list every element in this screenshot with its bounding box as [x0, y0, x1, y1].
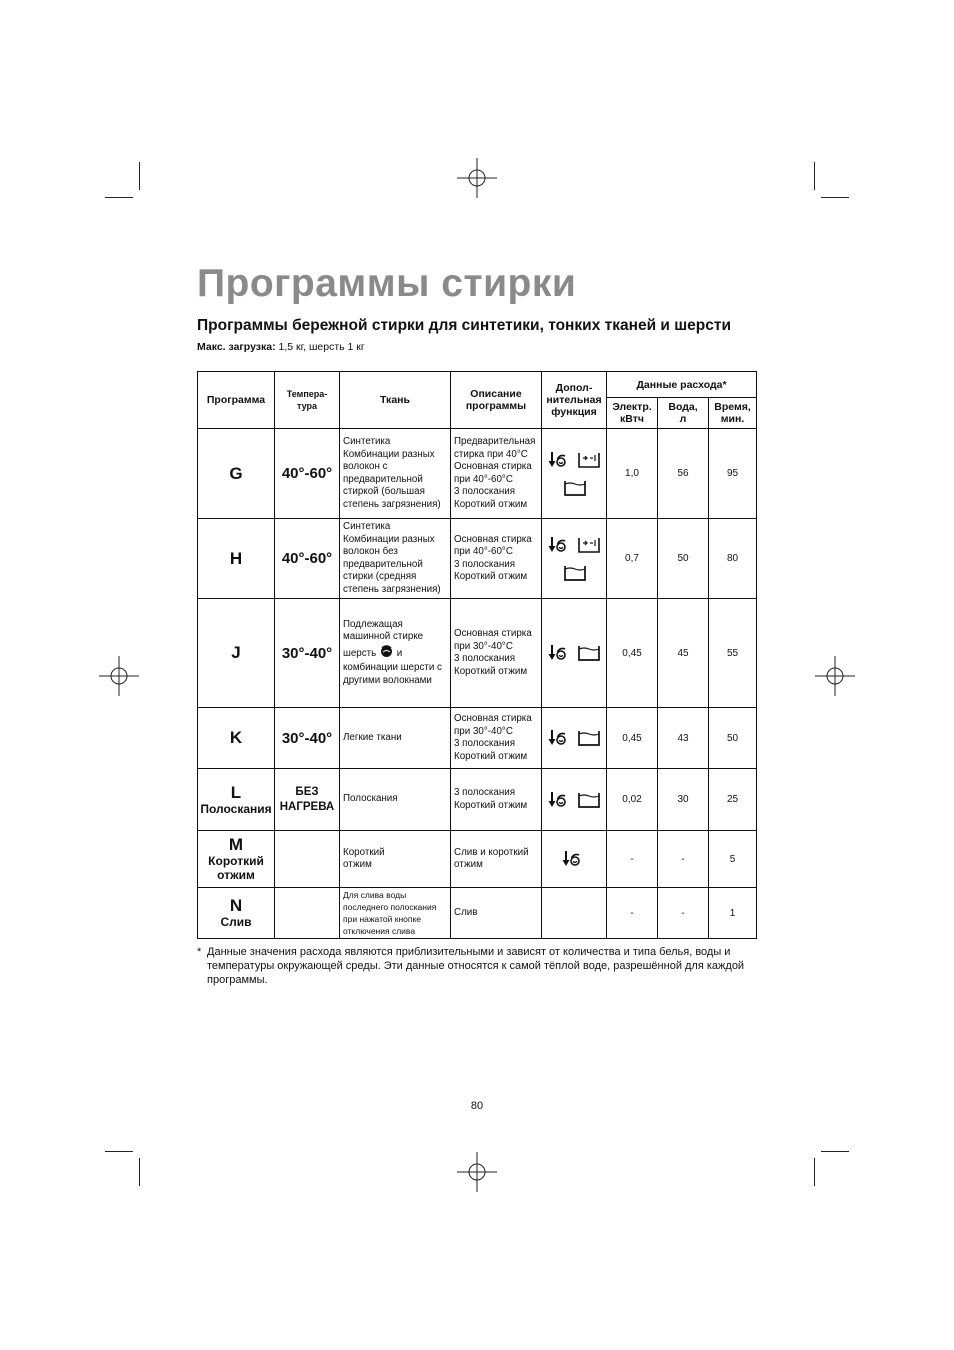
- extra-function-cell: [542, 708, 607, 769]
- table-row: [198, 708, 757, 769]
- rinse-hold-icon: [578, 451, 600, 469]
- max-load-label: Макс. загрузка:: [197, 341, 276, 353]
- header-fabric: Ткань: [340, 372, 451, 429]
- program-cell: [198, 599, 275, 708]
- temperature-cell: [275, 831, 340, 888]
- water-cell: -: [658, 888, 709, 939]
- program-name: Короткий отжим: [208, 854, 264, 882]
- temperature-cell: [275, 888, 340, 939]
- fabric-cell: Полоскания: [340, 769, 451, 831]
- program-name: Слив: [220, 915, 252, 929]
- time-cell: 95: [709, 429, 757, 519]
- header-consumption: Данные расхода*: [607, 372, 757, 398]
- wool-icon: [379, 644, 394, 663]
- header-water: Вода, л: [658, 398, 709, 429]
- spin-reduce-icon: [548, 729, 572, 747]
- program-letter: N: [229, 896, 243, 915]
- water-cell: 30: [658, 769, 709, 831]
- spin-reduce-icon: [548, 536, 572, 554]
- water-cell: 43: [658, 708, 709, 769]
- registration-mark-icon: [99, 656, 139, 696]
- rinse-hold-icon: [578, 536, 600, 554]
- spin-reduce-icon: [548, 644, 572, 662]
- registration-mark-icon: [457, 158, 497, 198]
- water-cell: 50: [658, 519, 709, 599]
- description-cell: Основная стирка при 30°-40°C 3 полоскания Короткий отжим: [451, 708, 542, 769]
- electricity-cell: 0,7: [607, 519, 658, 599]
- spin-reduce-icon: [548, 791, 572, 809]
- temperature-cell: БЕЗ НАГРЕВА: [275, 769, 340, 831]
- time-cell: 25: [709, 769, 757, 831]
- program-cell: [198, 429, 275, 519]
- crop-mark: [814, 1158, 815, 1186]
- header-electricity: Электр. кВтч: [607, 398, 658, 429]
- extra-function-cell: [542, 769, 607, 831]
- extra-rinse-icon: [578, 644, 600, 662]
- extra-rinse-icon: [564, 564, 586, 582]
- crop-mark: [139, 162, 140, 190]
- time-cell: 55: [709, 599, 757, 708]
- spin-reduce-icon: [562, 850, 586, 868]
- extra-function-cell: [542, 429, 607, 519]
- program-cell: [198, 888, 275, 939]
- programs-table: [197, 371, 757, 939]
- fabric-text: и комбинации шерсти с другими волокнами: [343, 647, 442, 686]
- fabric-cell: Для слива воды последнего полоскания при нажатой кнопке отключения слива: [340, 888, 451, 939]
- description-cell: Слив и короткий отжим: [451, 831, 542, 888]
- header-extra-function: Допол- нительная функция: [542, 372, 607, 429]
- section-subtitle: Программы бережной стирки для синтетики, тонких тканей и шерсти: [197, 317, 732, 334]
- wool-icon: [379, 644, 394, 658]
- extra-function-cell: [542, 519, 607, 599]
- crop-mark: [139, 1158, 140, 1186]
- program-cell: [198, 831, 275, 888]
- program-letter: H: [229, 548, 243, 568]
- description-cell: Основная стирка при 40°-60°C 3 полоскания Короткий отжим: [451, 519, 542, 599]
- time-cell: 50: [709, 708, 757, 769]
- fabric-cell: [340, 599, 451, 708]
- extra-function-cell: [542, 888, 607, 939]
- table-row: [198, 429, 757, 519]
- table-row: [198, 888, 757, 939]
- extra-function-cell: [542, 831, 607, 888]
- crop-mark: [105, 197, 133, 198]
- header-time: Время, мин.: [709, 398, 757, 429]
- electricity-cell: -: [607, 831, 658, 888]
- extra-rinse-icon: [578, 729, 600, 747]
- max-load-line: [197, 341, 365, 353]
- temperature-cell: 30°-40°: [275, 599, 340, 708]
- program-letter: K: [229, 728, 243, 747]
- water-cell: 45: [658, 599, 709, 708]
- footnote: [197, 945, 757, 987]
- description-cell: Предварительная стирка при 40°C Основная стирка при 40°-60°C 3 полоскания Короткий отжим: [451, 429, 542, 519]
- footnote-text: Данные значения расхода являются приблизительными и зависят от количества и типа белья, воды и температуры окружающей среды. Эти данные относятся к самой тёплой воде, разрешённой для каждой программы.: [207, 946, 745, 986]
- table-row: [198, 599, 757, 708]
- fabric-cell: Легкие ткани: [340, 708, 451, 769]
- crop-mark: [821, 1151, 849, 1152]
- table-row: [198, 831, 757, 888]
- extra-rinse-icon: [578, 791, 600, 809]
- fabric-cell: Синтетика Комбинации разных волокон без предварительной стирки (средняя степень загрязнения): [340, 519, 451, 599]
- water-cell: -: [658, 831, 709, 888]
- fabric-cell: Короткий отжим: [340, 831, 451, 888]
- program-cell: [198, 708, 275, 769]
- description-cell: 3 полоскания Короткий отжим: [451, 769, 542, 831]
- registration-mark-icon: [815, 656, 855, 696]
- footnote-star: *: [197, 946, 202, 958]
- header-description: Описание программы: [451, 372, 542, 429]
- fabric-text: Подлежащая машинной стирке шерсть: [343, 618, 424, 659]
- description-cell: Основная стирка при 30°-40°C 3 полоскания Короткий отжим: [451, 599, 542, 708]
- page-number: 80: [470, 1100, 484, 1112]
- temperature-cell: 30°-40°: [275, 708, 340, 769]
- crop-mark: [821, 197, 849, 198]
- electricity-cell: 0,45: [607, 599, 658, 708]
- water-cell: 56: [658, 429, 709, 519]
- time-cell: 1: [709, 888, 757, 939]
- spin-reduce-icon: [548, 451, 572, 469]
- header-temperature: Темпера- тура: [275, 372, 340, 429]
- header-program: Программа: [198, 372, 275, 429]
- electricity-cell: 1,0: [607, 429, 658, 519]
- electricity-cell: -: [607, 888, 658, 939]
- registration-mark-icon: [457, 1152, 497, 1192]
- program-letter: G: [229, 463, 243, 483]
- program-letter: L: [230, 782, 242, 802]
- electricity-cell: 0,45: [607, 708, 658, 769]
- max-load-value: 1,5 кг, шерсть 1 кг: [275, 341, 365, 353]
- electricity-cell: 0,02: [607, 769, 658, 831]
- crop-mark: [105, 1151, 133, 1152]
- program-cell: [198, 769, 275, 831]
- program-name: Полоскания: [200, 801, 272, 816]
- program-letter: J: [231, 643, 241, 662]
- crop-mark: [814, 162, 815, 190]
- temperature-cell: 40°-60°: [275, 519, 340, 599]
- program-cell: [198, 519, 275, 599]
- extra-function-cell: [542, 599, 607, 708]
- program-letter: M: [228, 835, 244, 854]
- extra-rinse-icon: [564, 479, 586, 497]
- table-row: [198, 769, 757, 831]
- page-title: Программы стирки: [197, 262, 577, 305]
- time-cell: 5: [709, 831, 757, 888]
- fabric-cell: Синтетика Комбинации разных волокон с предварительной стиркой (большая степень загрязнения): [340, 429, 451, 519]
- table-row: [198, 519, 757, 599]
- time-cell: 80: [709, 519, 757, 599]
- description-cell: Слив: [451, 888, 542, 939]
- temperature-cell: 40°-60°: [275, 429, 340, 519]
